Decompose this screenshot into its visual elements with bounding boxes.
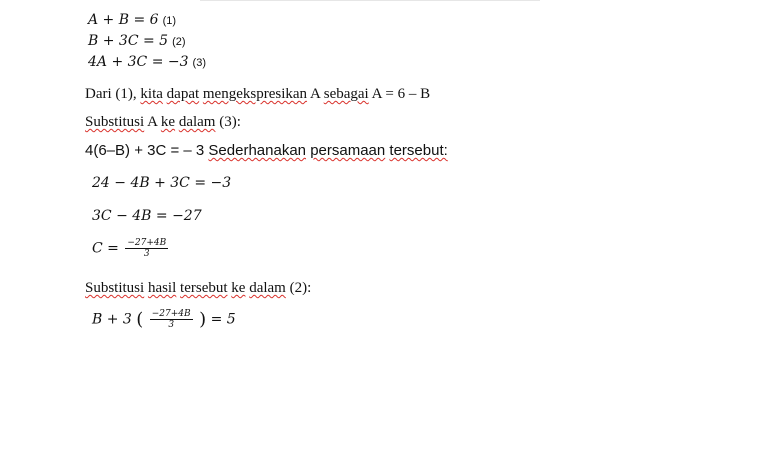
- paragraph-express-a: [85, 86, 430, 103]
- final-equation: [92, 309, 236, 330]
- word-dari: Dari: [85, 86, 112, 102]
- word-mengekspresikan: mengekspresikan: [202, 86, 308, 102]
- final-fraction: [150, 309, 193, 330]
- word-sederhanakan: Sederhanakan: [208, 142, 307, 159]
- line-simplify: [85, 142, 448, 159]
- final-close-paren: ): [199, 309, 207, 330]
- word-substitusi: Substitusi: [85, 280, 145, 296]
- word-dapat: dapat: [166, 86, 200, 102]
- word-dalam: dalam: [249, 280, 286, 296]
- expr-a-equals: A = 6 – B: [371, 86, 431, 102]
- equation-2-expr: B + 3C = 5: [88, 33, 169, 49]
- step-3-numerator: −27+4B: [127, 238, 167, 248]
- word-ke: ke: [231, 280, 246, 296]
- top-divider: [200, 0, 540, 1]
- step-3-denominator: 3: [143, 249, 150, 259]
- word-ref-3: (3):: [219, 114, 241, 130]
- final-numerator: −27+4B: [151, 309, 191, 319]
- word-tersebut: tersebut: [180, 280, 228, 296]
- equation-3-expr: 4A + 3C = −3: [88, 54, 189, 70]
- equation-2: [88, 32, 186, 50]
- word-dalam: dalam: [178, 114, 216, 130]
- final-rhs: = 5: [210, 311, 236, 328]
- step-3: [92, 238, 170, 259]
- final-denominator: 3: [168, 320, 175, 330]
- final-open-paren: (: [136, 309, 144, 330]
- word-ke: ke: [160, 114, 176, 130]
- paragraph-substitute-result: [85, 280, 311, 297]
- word-a: A: [309, 86, 320, 102]
- step-1: 24 − 4B + 3C = −3: [92, 175, 232, 191]
- step-2: 3C − 4B = −27: [92, 208, 202, 224]
- equation-3: [88, 53, 206, 71]
- expr-substituted: 4(6–B) + 3C = – 3: [85, 142, 205, 159]
- word-ref-2: (2):: [289, 280, 312, 296]
- equation-1-expr: A + B = 6: [88, 12, 159, 28]
- equation-3-tag: (3): [192, 57, 206, 69]
- final-lhs: B + 3: [92, 311, 132, 328]
- equation-2-tag: (2): [172, 36, 186, 48]
- word-tersebut: tersebut:: [389, 142, 448, 159]
- paragraph-substitute-a: [85, 114, 241, 131]
- word-ref-1: (1),: [115, 86, 137, 102]
- word-hasil: hasil: [147, 280, 177, 296]
- word-persamaan: persamaan: [310, 142, 386, 159]
- step-3-fraction: [125, 238, 168, 259]
- word-a: A: [147, 114, 158, 130]
- word-sebagai: sebagai: [323, 86, 369, 102]
- word-kita: kita: [140, 86, 163, 102]
- equation-1-tag: (1): [162, 15, 177, 27]
- word-substitusi: Substitusi: [85, 114, 145, 130]
- equation-1: [88, 11, 176, 29]
- step-3-lhs: C =: [92, 240, 119, 257]
